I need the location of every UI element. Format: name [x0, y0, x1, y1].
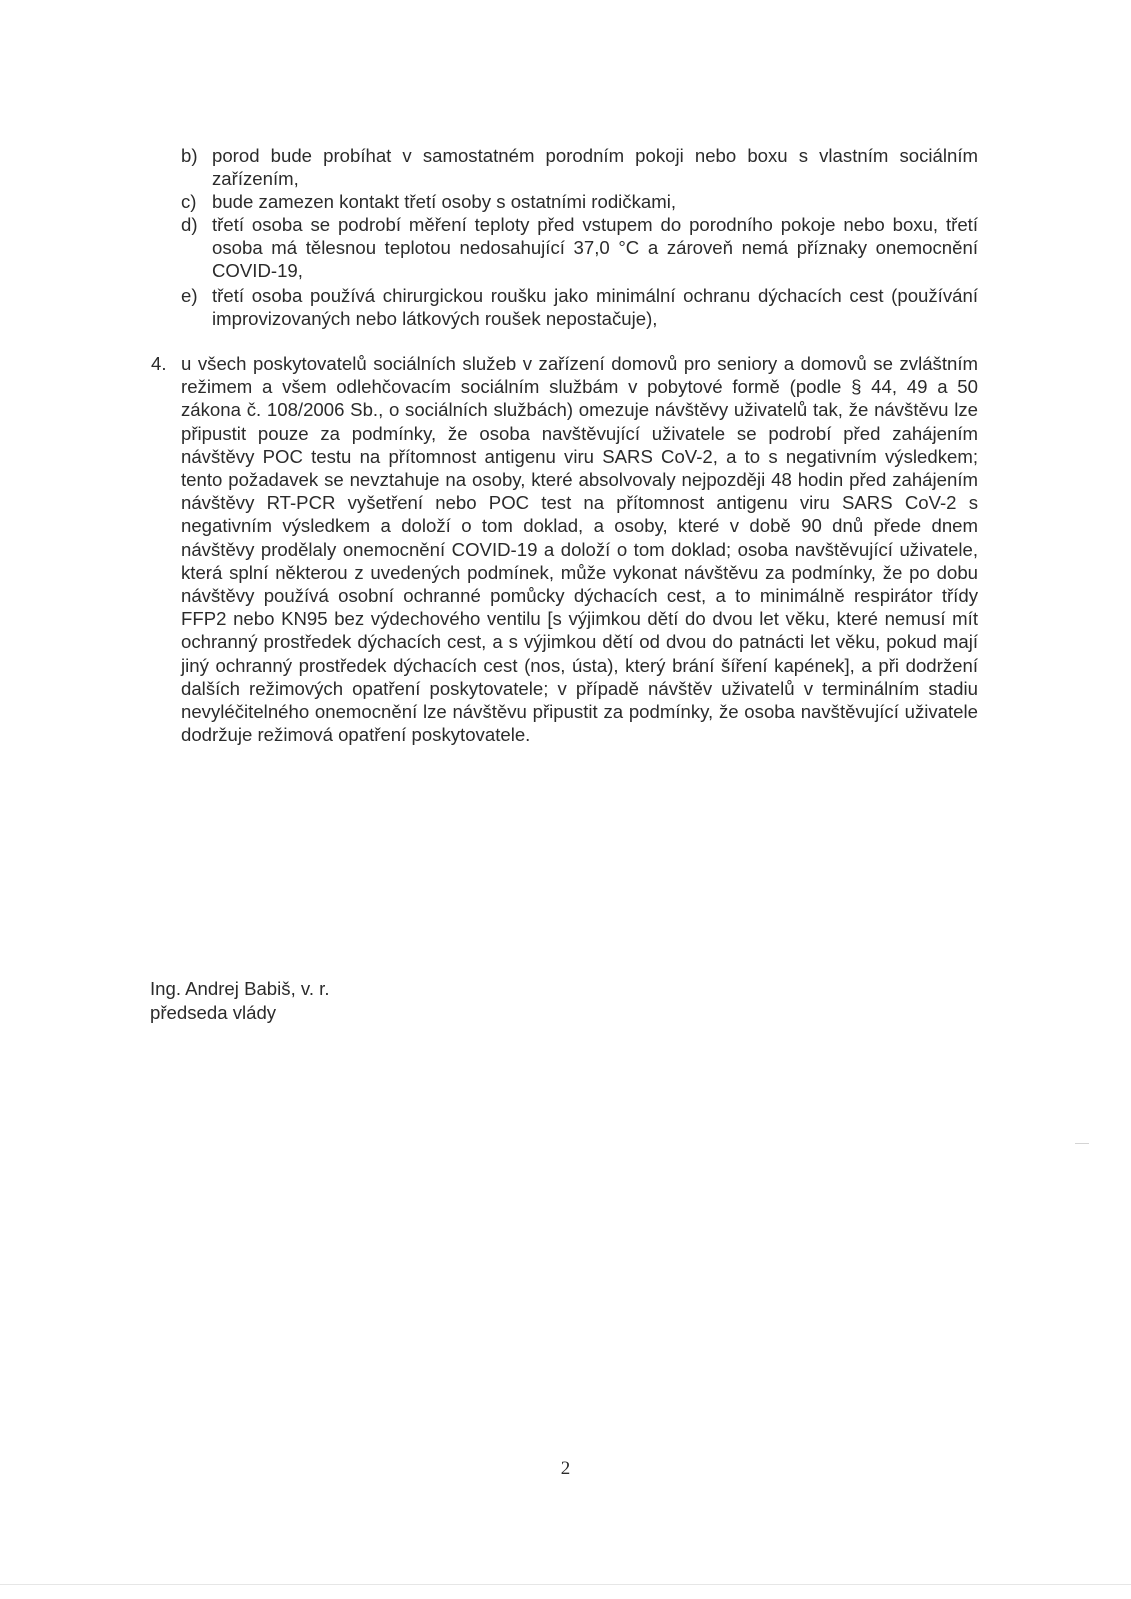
signatory-title: předseda vlády — [150, 1002, 277, 1023]
page-number: 2 — [560, 1458, 571, 1479]
point-text: u všech poskytovatelů sociálních služeb v zařízení domovů pro seniory a domovů se zvláštním režimem a všem odlehčovacím sociálním službám v pobytové formě (podle § 44, 49 a 50 zákona č. 108/2006 Sb., o sociálních službách) omezuje návštěvy uživatelů tak, že návštěvu lze připustit pouze za podmínky, že osoba navštěvující uživatele se podrobí před zahájením návštěvy POC testu na přítomnost antigenu viru SARS CoV-2, a to s negativním výsledkem; tento požadavek se nevztahuje na osoby, které absolvovaly nejpozději 48 hodin před zahájením návštěvy RT-PCR vyšetření nebo POC test na přítomnost antigenu viru SARS CoV-2 s negativním výsledkem a doloží o tom doklad, a osoby, které v době 90 dnů přede dnem návštěvy prodělaly onemocnění COVID-19 a doloží o tom doklad; osoba navštěvující uživatele, která splní některou z uvedených podmínek, může vykonat návštěvu za podmínky, že po dobu návštěvy používá osobní ochranné pomůcky dýchacích cest, a to minimálně respirátor třídy FFP2 nebo KN95 bez výdechového ventilu [s výjimkou dětí do dvou let věku, které nemusí mít ochranný prostředek dýchacích cest, a s výjimkou dětí od dvou do patnácti let věku, pokud mají jiný ochranný prostředek dýchacích cest (nos, ústa), který brání šíření kapének], a při dodržení dalších režimových opatření poskytovatele; v případě návštěv uživatelů v terminálním stadiu nevyléčitelného onemocnění lze návštěvu připustit za podmínky, že osoba navštěvující uživatele dodržuje režimová opatření poskytovatele. — [181, 353, 978, 746]
list-item-text: porod bude probíhat v samostatném porodním pokoji nebo boxu s vlastním sociálním zařízením, — [212, 145, 978, 190]
point-number: 4. — [151, 353, 167, 374]
list-item-text: třetí osoba používá chirurgickou roušku jako minimální ochranu dýchacích cest (používání improvizovaných nebo látkových roušek nepostačuje), — [212, 285, 978, 330]
list-item-e — [181, 284, 978, 330]
list-item-c — [181, 190, 978, 213]
scan-artifact — [1075, 1143, 1089, 1144]
list-item-label: e) — [181, 285, 198, 306]
list-item-b — [181, 144, 978, 190]
page-bottom-edge — [0, 1584, 1131, 1585]
signature-block — [150, 977, 330, 1025]
list-item-text: třetí osoba se podrobí měření teploty před vstupem do porodního pokoje nebo boxu, třetí osoba má tělesnou teplotou nedosahující 37,0 °C a zároveň nemá příznaky onemocnění COVID-19, — [212, 214, 978, 282]
signatory-name: Ing. Andrej Babiš, v. r. — [150, 978, 330, 999]
list-item-d — [181, 213, 978, 283]
list-item-text: bude zamezen kontakt třetí osoby s ostatními rodičkami, — [212, 191, 677, 212]
numbered-point-4 — [151, 352, 978, 746]
list-item-label: c) — [181, 191, 197, 212]
list-item-label: d) — [181, 214, 198, 235]
list-item-label: b) — [181, 145, 198, 166]
